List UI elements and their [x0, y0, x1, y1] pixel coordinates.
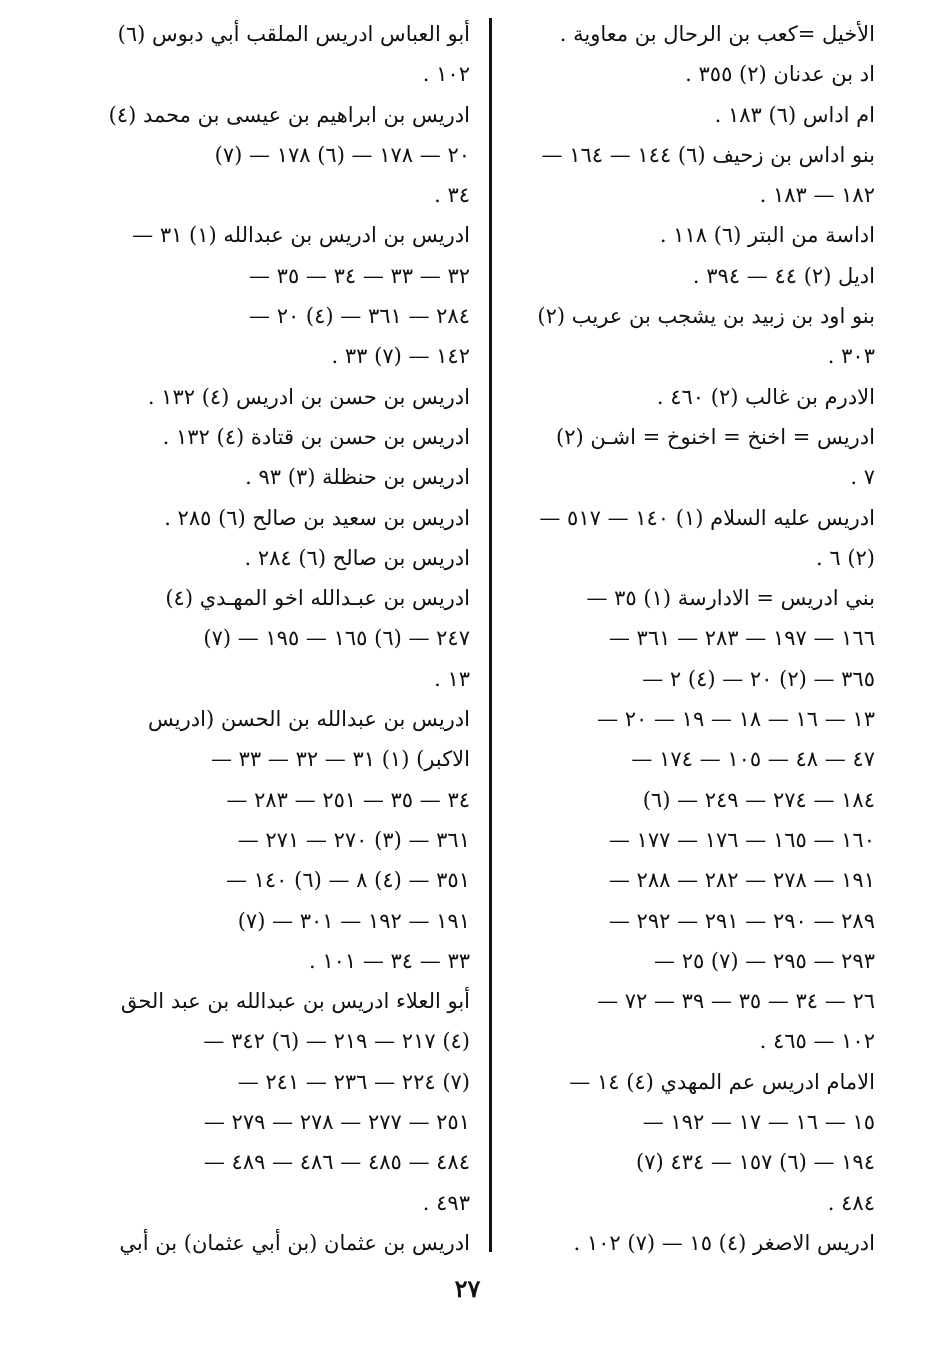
entry-line: ادريس عليه السلام (١) ١٤٠ — ٥١٧ — — [539, 505, 875, 530]
entry-line: ادريس بن صالح (٦) ٢٨٤ . — [244, 545, 470, 570]
entry-line: (٢) ٦ . — [816, 545, 875, 570]
entry-line: ٣٦١ — (٣) ٢٧٠ — ٢٧١ — — [237, 827, 470, 852]
left-column — [108, 14, 470, 1263]
entry-line: ١٦٠ — ١٦٥ — ١٧٦ — ١٧٧ — — [608, 827, 875, 852]
entry-line: ٣٤ . — [434, 183, 470, 208]
entry-line: ١٠٢ . — [422, 62, 470, 87]
entry-line: ادريس بن حسن بن قتادة (٤) ١٣٢ . — [162, 424, 470, 449]
entry-line: الاكبر) (١) ٣١ — ٣٢ — ٣٣ — — [210, 747, 470, 772]
entry-line: ١٠٢ — ٤٦٥ . — [759, 1029, 875, 1054]
entry-line: ادريس بن عثمان (بن أبي عثمان) بن أبي — [119, 1230, 470, 1255]
entry-line: ٢٨٩ — ٢٩٠ — ٢٩١ — ٢٩٢ — — [608, 908, 875, 933]
entry-line: (٤) ٢١٧ — ٢١٩ — (٦) ٣٤٢ — — [203, 1029, 470, 1054]
entry-line: ٢٨٤ — ٣٦١ — (٤) ٢٠ — — [249, 304, 470, 329]
entry-line: اداسة من البتر (٦) ١١٨ . — [659, 223, 875, 248]
entry-line: بنو اود بن زبيد بن يشجب بن عريب (٢) — [537, 304, 875, 329]
entry-line: ١٥ — ١٦ — ١٧ — ١٩٢ — — [642, 1110, 875, 1135]
entry-line: ٢٥١ — ٢٧٧ — ٢٧٨ — ٢٧٩ — — [203, 1110, 470, 1135]
entry-line: ١٣ — ١٦ — ١٨ — ١٩ — ٢٠ — — [597, 707, 875, 732]
entry-line: ادريس بن عبدالله بن الحسن (ادريس — [148, 707, 470, 732]
entry-line: ٣٢ — ٣٣ — ٣٤ — ٣٥ — — [248, 263, 470, 288]
entry-line: ٤٩٣ . — [422, 1190, 470, 1215]
entry-line: اد بن عدنان (٢) ٣٥٥ . — [685, 62, 875, 87]
entry-line: أبو العلاء ادريس بن عبدالله بن عبد الحق — [120, 989, 470, 1014]
entry-line: الامام ادريس عم المهدي (٤) ١٤ — — [569, 1069, 875, 1094]
entry-line: ١٣ . — [434, 666, 470, 691]
entry-line: ادريس بن حسن بن ادريس (٤) ١٣٢ . — [147, 384, 470, 409]
entry-line: ادريس بن ابراهيم بن عيسى بن محمد (٤) — [108, 102, 470, 127]
entry-line: ادريس بن سعيد بن صالح (٦) ٢٨٥ . — [164, 505, 470, 530]
page-number: ٢٧ — [454, 1274, 481, 1303]
entry-line: ٢٤٧ — (٦) ١٦٥ — ١٩٥ — (٧) — [203, 626, 470, 651]
entry-line: بنو اداس بن زحيف (٦) ١٤٤ — ١٦٤ — — [541, 142, 875, 167]
entry-line: ٣٤ — ٣٥ — ٢٥١ — ٢٨٣ — — [226, 787, 470, 812]
entry-line: بني ادريس = الادارسة (١) ٣٥ — — [586, 586, 875, 611]
entry-line: ١٩١ — ٢٧٨ — ٢٨٢ — ٢٨٨ — — [608, 868, 875, 893]
entry-line: الأخيل =كعب بن الرحال بن معاوية . — [559, 22, 875, 46]
entry-line: ام اداس (٦) ١٨٣ . — [714, 102, 875, 127]
entry-line: ٤٨٤ . — [827, 1190, 875, 1215]
entry-line: ادريس بن عبـدالله اخو المهـدي (٤) — [165, 586, 470, 611]
entry-line: ١٤٢ — (٧) ٣٣ . — [331, 344, 470, 369]
entry-line: (٧) ٢٢٤ — ٢٣٦ — ٢٤١ — — [237, 1069, 470, 1094]
entry-line: ٤٨٤ — ٤٨٥ — ٤٨٦ — ٤٨٩ — — [203, 1150, 470, 1175]
right-column — [520, 14, 875, 1263]
entry-line: ١٦٦ — ١٩٧ — ٢٨٣ — ٣٦١ — — [608, 626, 875, 651]
entry-line: ادريس بن حنظلة (٣) ٩٣ . — [245, 465, 470, 490]
entry-line: ١٨٤ — ٢٧٤ — ٢٤٩ — (٦) — [642, 787, 875, 812]
entry-line: ٣٦٥ — (٢) ٢٠ — (٤) ٢ — — [642, 666, 875, 691]
entry-line: ٢٠ — ١٧٨ — (٦) ١٧٨ — (٧) — [214, 142, 470, 167]
entry-line: ١٩٤ — (٦) ١٥٧ — ٤٣٤ (٧) — [636, 1150, 875, 1175]
entry-line: ٣٣ — ٣٤ — ١٠١ . — [308, 948, 470, 973]
entry-line: ١٨٢ — ١٨٣ . — [759, 183, 875, 208]
entry-line: ١٩١ — ١٩٢ — ٣٠١ — (٧) — [237, 908, 470, 933]
entry-line: ادريس بن ادريس بن عبدالله (١) ٣١ — — [132, 223, 470, 248]
entry-line: ٢٦ — ٣٤ — ٣٥ — ٣٩ — ٧٢ — — [597, 989, 875, 1014]
entry-line: ٧ . — [850, 465, 875, 490]
entry-line: ادريس الاصغر (٤) ١٥ — (٧) ١٠٢ . — [573, 1230, 875, 1255]
entry-line: ٣٥١ — (٤) ٨ — (٦) ١٤٠ — — [225, 868, 470, 893]
entry-line: اديل (٢) ٤٤ — ٣٩٤ . — [692, 263, 875, 288]
column-divider — [489, 18, 492, 1252]
entry-line: ٢٩٣ — ٢٩٥ — (٧) ٢٥ — — [654, 948, 875, 973]
entry-line: ٣٠٣ . — [827, 344, 875, 369]
entry-line: ادريس = اخنخ = اخنوخ = اشـن (٢) — [556, 424, 875, 449]
entry-line: الادرم بن غالب (٢) ٤٦٠ . — [656, 384, 875, 409]
entry-line: ٤٧ — ٤٨ — ١٠٥ — ١٧٤ — — [631, 747, 875, 772]
entry-line: أبو العباس ادريس الملقب أبي دبوس (٦) — [117, 22, 470, 46]
